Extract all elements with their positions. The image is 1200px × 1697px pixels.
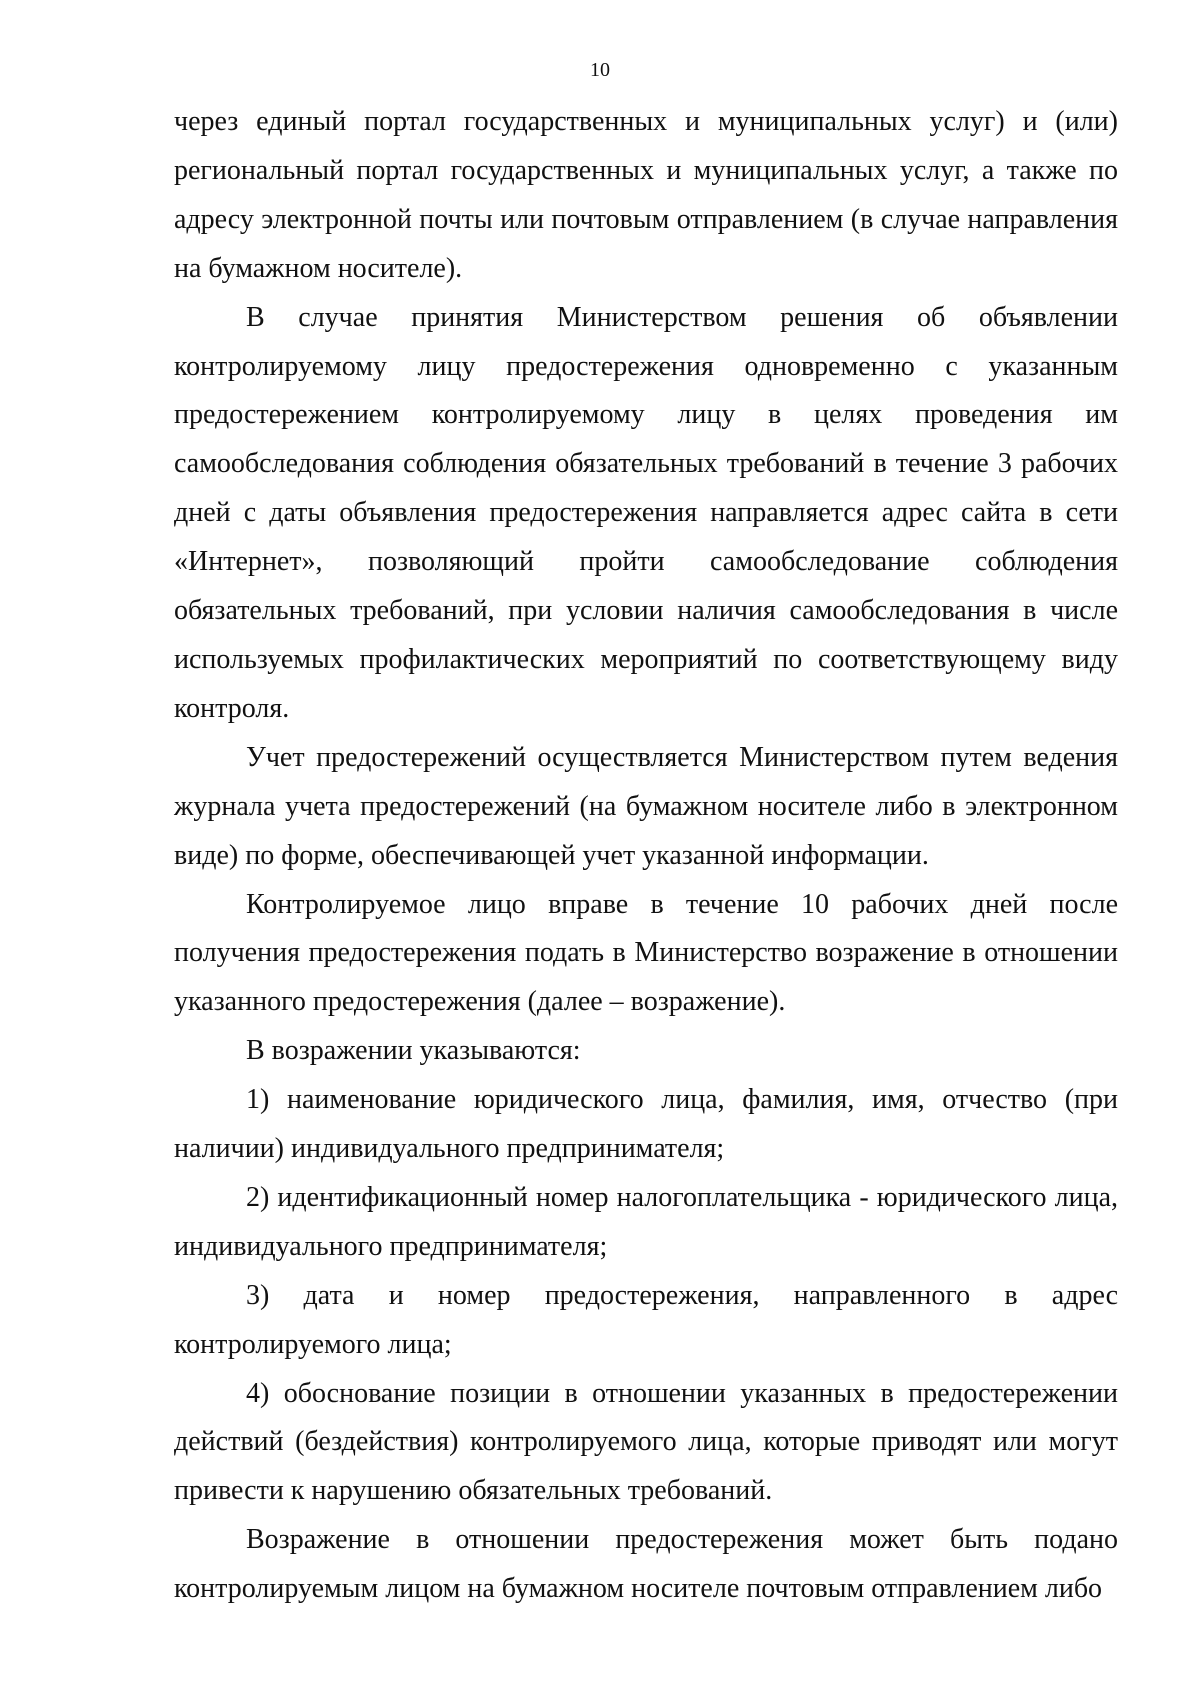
paragraph-warning-self-inspection: В случае принятия Министерством решения об объявлении контролируемому лицу предостережения одновременно с указанным предостережением контролируемому лицу в целях проведения им самообследования соблюдения обязательных требований в течение 3 рабочих дней с даты объявления предостережения направляется адрес сайта в сети «Интернет», позволяющий пройти самообследование соблюдения обязательных требований, при условии наличия самообследования в числе используемых профилактических мероприятий по соответствующему виду контроля. <box>174 301 1118 724</box>
document-body <box>174 98 1118 1614</box>
list-item-3: 3) дата и номер предостережения, направленного в адрес контролируемого лица; <box>174 1279 1118 1360</box>
paragraph-objection-right: Контролируемое лицо вправе в течение 10 рабочих дней после получения предостережения подать в Министерство возражение в отношении указанного предостережения (далее – возражение). <box>174 888 1118 1018</box>
paragraph-warnings-registry: Учет предостережений осуществляется Министерством путем ведения журнала учета предостережений (на бумажном носителе либо в электронном виде) по форме, обеспечивающей учет указанной информации. <box>174 741 1118 871</box>
paragraph-continuation: через единый портал государственных и муниципальных услуг) и (или) региональный портал государственных и муниципальных услуг, а также по адресу электронной почты или почтовым отправлением (в случае направления на бумажном носителе). <box>174 106 1118 284</box>
page-number: 10 <box>590 59 610 81</box>
paragraph-objection-submission: Возражение в отношении предостережения может быть подано контролируемым лицом на бумажном носителе почтовым отправлением либо <box>174 1524 1118 1605</box>
list-item-4: 4) обоснование позиции в отношении указанных в предостережении действий (бездействия) контролируемого лица, которые приводят или могут привести к нарушению обязательных требований. <box>174 1377 1118 1507</box>
paragraph-objection-contents-intro: В возражении указываются: <box>246 1035 581 1067</box>
list-item-2: 2) идентификационный номер налогоплательщика - юридического лица, индивидуального предпринимателя; <box>174 1181 1118 1262</box>
list-item-1: 1) наименование юридического лица, фамилия, имя, отчество (при наличии) индивидуального предпринимателя; <box>174 1084 1118 1165</box>
